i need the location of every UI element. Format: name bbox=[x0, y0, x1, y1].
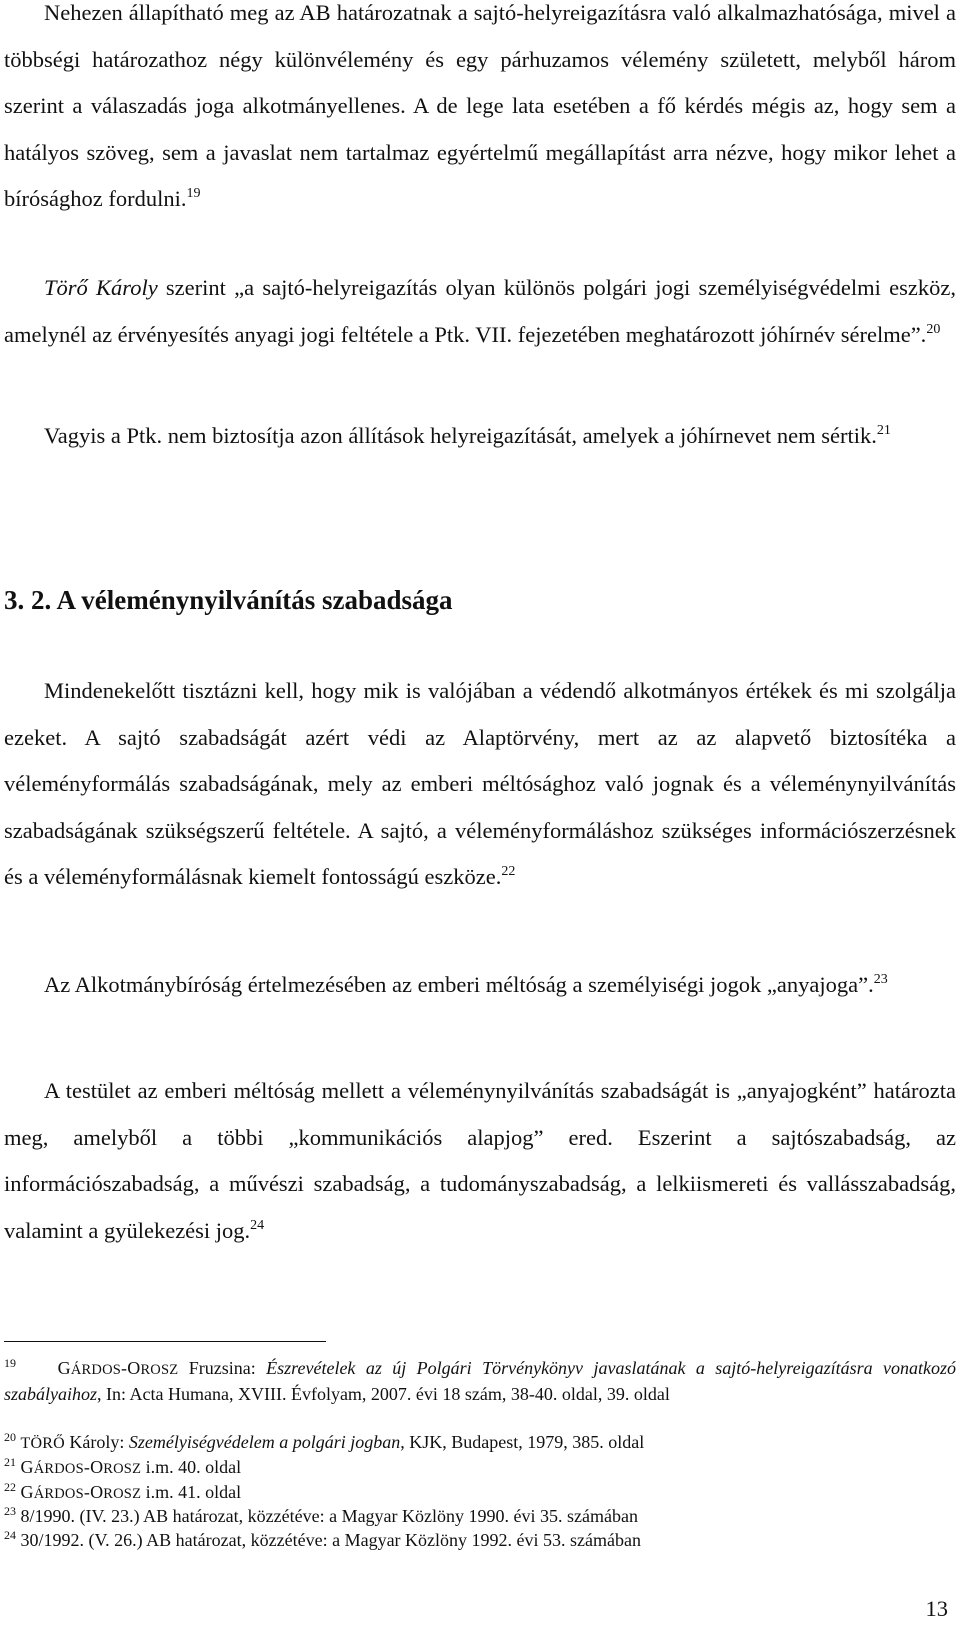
footnote-author: GÁRDOS-OROSZ bbox=[20, 1457, 142, 1477]
paragraph-4: Mindenekelőtt tisztázni kell, hogy mik is valójában a védendő alkotmányos értékek és mi szolgálja ezeket. A sajtó szabadságát azért védi az Alaptörvény, mert az az alapvető biztosítéka a véleményformálás szabadságának, mely az emberi méltósághoz való jognak és a véleménynyilvánítás szabadságának szükségszerű feltétele. A sajtó, a véleményformáláshoz szükséges információszerzésnek és a véleményformálásnak kiemelt fontosságú eszköze.$^{22}$ bbox=[4, 678, 956, 889]
footnote-ref-23[interactable]: 23 bbox=[873, 972, 888, 987]
footnote-21: $^{21}$ GÁRDOS-OROSZ i.m. 40. oldal bbox=[4, 1455, 242, 1477]
footnote-ref-24[interactable]: 24 bbox=[250, 1217, 265, 1233]
footnote-ref-20[interactable]: 20 bbox=[926, 321, 941, 337]
author-name: Törő Károly bbox=[44, 275, 158, 300]
footnote-title: Személyiségvédelem a polgári jogban bbox=[128, 1432, 401, 1452]
footnote-separator bbox=[4, 1341, 326, 1342]
paragraph-2: Törő Károly szerint „a sajtó-helyreigazítás olyan különös polgári jogi személyiségvédelmi eszköz, amelynél az érvényesítés anyagi jogi feltétele a Ptk. VII. fejezetében meghatározott jóhírnév sérelme”.$^{20}$ bbox=[4, 275, 956, 347]
section-heading: 3. 2. A véleménynyilvánítás szabadsága bbox=[4, 585, 453, 615]
paragraph-1: Nehezen állapítható meg az AB határozatnak a sajtó-helyreigazításra való alkalmazhatósága, mivel a többségi határozathoz négy különvélemény és egy párhuzamos vélemény született, melyből három szerint a válaszadás joga alkotmányellenes. A de lege lata esetében a fő kérdés mégis az, hogy sem a hatályos szöveg, sem a javaslat nem tartalmaz egyértelmű megállapítást arra nézve, hogy mikor lehet a bírósághoz fordulni.$^{19}$ bbox=[4, 0, 956, 211]
footnote-ref-21[interactable]: 21 bbox=[876, 423, 891, 438]
footnote-ref-19[interactable]: 19 bbox=[186, 186, 201, 201]
footnote-author: GÁRDOS-OROSZ bbox=[57, 1358, 179, 1378]
footnote-20: $^{20}$ TÖRŐ Károly: Személyiségvédelem a polgári jogban, KJK, Budapest, 1979, 385. oldal bbox=[4, 1430, 645, 1452]
footnote-22: $^{22}$ GÁRDOS-OROSZ i.m. 41. oldal bbox=[4, 1480, 242, 1502]
footnote-title: Észrevételek az új Polgári Törvénykönyv javaslatának a sajtó-helyreigazításra vonatkozó szabályaihoz bbox=[4, 1358, 956, 1404]
paragraph-3: Vagyis a Ptk. nem biztosítja azon állítások helyreigazítását, amelyek a jóhírnevet nem sértik.$^{21}$ bbox=[44, 423, 891, 448]
footnote-23: $^{23}$ 8/1990. (IV. 23.) AB határozat, közzétéve: a Magyar Közlöny 1990. évi 35. számában bbox=[4, 1504, 638, 1526]
footnote-24: $^{24}$ 30/1992. (V. 26.) AB határozat, közzétéve: a Magyar Közlöny 1992. évi 53. számában bbox=[4, 1528, 641, 1550]
footnote-author: GÁRDOS-OROSZ bbox=[20, 1482, 142, 1502]
footnote-ref-22[interactable]: 22 bbox=[501, 864, 516, 879]
page-number: 13 bbox=[925, 1596, 948, 1621]
paragraph-6: A testület az emberi méltóság mellett a véleménynyilvánítás szabadságát is „anyajogként” határozta meg, amelyből a többi „kommunikációs alapjog” ered. Eszerint a sajtószabadság, az információszabadság, a művészi szabadság, a tudományszabadság, a lelkiismereti és vallásszabadság, valamint a gyülekezési jog.$^{24}$ bbox=[4, 1078, 956, 1243]
footnote-19: $^{19}$ GÁRDOS-OROSZ Fruzsina: Észrevételek az új Polgári Törvénykönyv javaslatának a sajtó-helyreigazításra vonatkozó szabályaihoz, In: Acta Humana, XVIII. Évfolyam, 2007. évi 18 szám, 38-40. oldal, 39. oldal bbox=[4, 1356, 956, 1404]
footnote-author: TÖRŐ bbox=[20, 1435, 65, 1452]
paragraph-5: Az Alkotmánybíróság értelmezésében az emberi méltóság a személyiségi jogok „anyajoga”.$^{23}$ bbox=[44, 972, 888, 997]
